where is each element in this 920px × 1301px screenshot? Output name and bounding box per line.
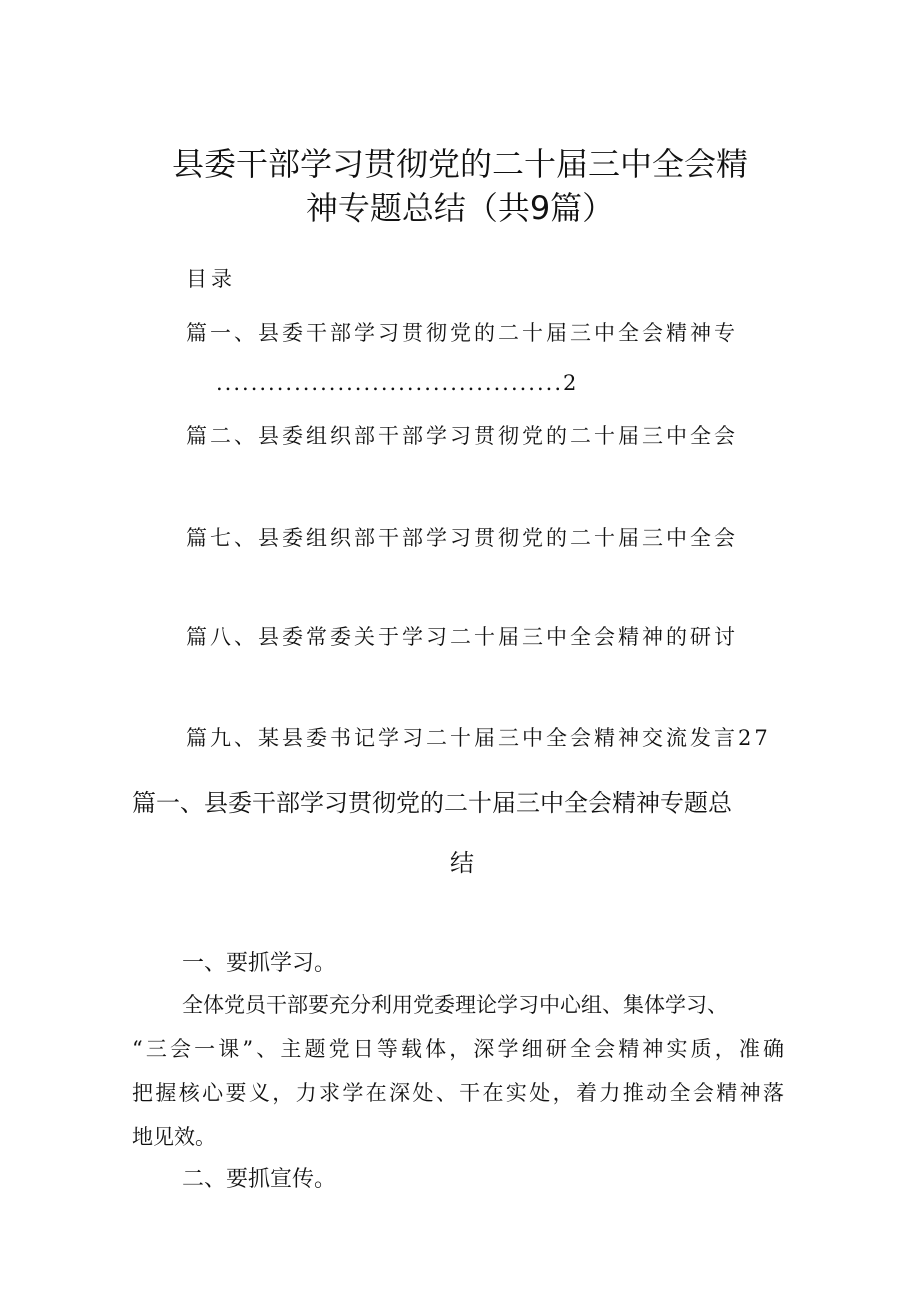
toc-entry-1[interactable]: 篇一、县委干部学习贯彻党的二十届三中全会精神专 [186,321,738,345]
toc-entry-7[interactable]: 篇七、县委组织部干部学习贯彻党的二十届三中全会 [186,526,738,550]
paragraph-line: “三会一课”、主题党日等载体，深学细研全会精神实质，准确 [132,1037,784,1061]
document-title-line-2: 神专题总结（共9篇） [305,189,615,227]
toc-heading: 目录 [186,267,236,291]
toc-entry-9[interactable]: 篇九、某县委书记学习二十届三中全会精神交流发言27 [186,726,771,750]
article-title-line-1: 篇一、县委干部学习贯彻党的二十届三中全会精神专题总 [132,789,732,817]
article-title-line-2: 结 [450,849,474,877]
toc-entry-1-leader[interactable]: ........................................2 [216,371,579,395]
paragraph-line: 把握核心要义，力求学在深处、干在实处，着力推动全会精神落 [132,1081,784,1105]
toc-entry-2[interactable]: 篇二、县委组织部干部学习贯彻党的二十届三中全会 [186,424,738,448]
section-heading-1: 一、要抓学习。 [182,951,337,976]
paragraph-line: 地见效。 [132,1125,216,1149]
paragraph-line: 全体党员干部要充分利用党委理论学习中心组、集体学习、 [182,993,728,1017]
section-heading-2: 二、要抓宣传。 [182,1167,337,1192]
document-title-line-1: 县委干部学习贯彻党的二十届三中全会精 [171,145,748,183]
toc-entry-8[interactable]: 篇八、县委常委关于学习二十届三中全会精神的研讨 [186,625,738,649]
